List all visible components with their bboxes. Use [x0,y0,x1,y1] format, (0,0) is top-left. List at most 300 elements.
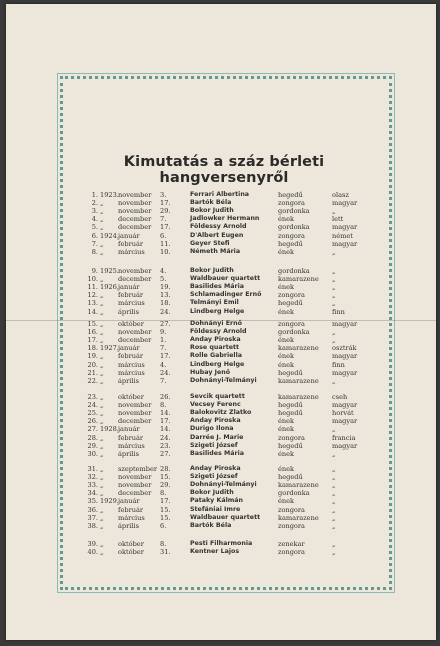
concert-month: november [118,473,152,482]
concert-year: „ [100,489,104,498]
concert-row [6,320,406,328]
concert-month: november [118,267,152,275]
concert-month: december [118,275,152,284]
concert-num: 12. [87,291,98,300]
concert-month: november [118,191,152,199]
concert-row [6,417,406,425]
concert-row [6,328,406,336]
concert-num: 6. [91,231,98,240]
concert-nat: „ [332,521,336,530]
concert-inst: kamarazene [278,393,319,401]
concert-month: március [118,247,145,256]
concert-year: „ [100,473,104,482]
concert-num: 16. [87,328,98,337]
concert-month: április [118,376,140,385]
concert-name: Waldbauer quartett [190,513,261,521]
concert-nat: lett [332,215,344,224]
concert-name: Földessy Arnold [190,223,247,231]
concert-nat: „ [332,425,336,434]
concert-name: Sevcik quartett [190,393,245,400]
concert-num: 18. [87,344,98,353]
concert-name: Dohnányi-Telmányi [190,376,257,384]
concert-name: Telmányi Emil [190,299,239,307]
concert-year: „ [100,275,104,284]
concert-inst: ének [278,425,295,434]
concert-num: 38. [87,521,98,530]
concert-num: 32. [87,473,98,482]
concert-name: Pataky Kálmán [190,497,244,505]
concert-year: „ [100,239,104,248]
concert-nat: „ [332,291,336,300]
concert-name: Basilides Mária [190,449,245,457]
concert-month: március [118,299,145,308]
concert-year: „ [100,360,104,369]
concert-name: Anday Piroska [190,417,241,425]
concert-inst: kamarazene [278,513,319,522]
concert-nat: magyar [332,239,358,248]
concert-name: Schlamadinger Ernő [190,291,262,299]
concert-month: március [118,513,145,522]
concert-nat: cseh [332,393,348,401]
concert-inst: ének [278,352,295,361]
concert-num: 20. [87,360,98,369]
concert-day: 8. [160,540,167,548]
concert-row [6,393,406,401]
concert-day: 11. [160,239,171,248]
concert-num: 36. [87,505,98,514]
concert-year: „ [100,352,104,361]
concert-day: 17. [160,352,171,361]
concert-inst: ének [278,215,295,224]
concert-inst: zongora [278,199,305,208]
concert-day: 15. [160,513,171,522]
concert-row [6,215,406,223]
concert-row [6,506,406,514]
concert-inst: gordonka [278,489,310,498]
concert-num: 17. [87,336,98,345]
concert-num: 35. [87,497,98,506]
concert-name: Jadlowker Hermann [190,215,260,223]
concert-nat: magyar [332,417,358,426]
concert-inst: ének [278,336,295,345]
concert-nat: magyar [332,401,358,410]
concert-name: D'Albert Eugen [190,231,244,239]
concert-nat: „ [332,283,336,292]
concert-name: Földessy Arnold [190,328,247,336]
concert-inst: gordonka [278,328,310,337]
concert-year: „ [100,336,104,345]
concert-row [6,409,406,417]
concert-day: 15. [160,505,171,514]
concert-name: Waldbauer quartett [190,275,261,283]
concert-name: Anday Piroska [190,336,241,344]
concert-inst: ének [278,307,295,316]
concert-nat: magyar [332,320,358,328]
concert-nat: osztrák [332,344,357,353]
concert-row [6,352,406,360]
concert-name: Durigo Ilona [190,425,234,433]
concert-row [6,267,406,275]
concert-nat: „ [332,247,336,256]
concert-month: február [118,352,144,361]
concert-month: november [118,409,152,418]
concert-inst: hegedű [278,409,303,418]
concert-row [6,240,406,248]
concert-num: 5. [91,223,98,232]
concert-row [6,199,406,207]
concert-year: 1927. [100,344,119,353]
concert-num: 21. [87,368,98,377]
concert-row [6,275,406,283]
concert-year: „ [100,441,104,450]
concert-row [6,434,406,442]
concert-nat: „ [332,465,336,473]
concert-num: 40. [87,548,98,557]
concert-day: 3. [160,191,167,199]
concert-nat: „ [332,299,336,308]
concert-day: 31. [160,548,171,557]
concert-num: 11. [87,283,98,292]
concert-day: 18. [160,299,171,308]
concert-month: április [118,307,140,316]
concert-row [6,223,406,231]
concert-month: december [118,417,152,426]
concert-num: 23. [87,393,98,401]
concert-inst: hegedű [278,299,303,308]
concert-day: 4. [160,360,167,369]
concert-day: 15. [160,473,171,482]
concert-name: Bokor Judith [190,267,234,274]
concert-num: 30. [87,449,98,458]
concert-nat: magyar [332,223,358,232]
concert-row [6,308,406,316]
concert-nat: olasz [332,191,349,199]
concert-month: március [118,441,145,450]
concert-nat: „ [332,481,336,490]
concert-year: 1924. [100,231,119,240]
concert-name: Geyer Stefi [190,239,230,247]
concert-day: 7. [160,344,167,353]
concert-inst: hegedű [278,473,303,482]
concert-day: 23. [160,441,171,450]
concert-nat: „ [332,540,336,548]
concert-month: február [118,433,144,442]
concert-nat: magyar [332,368,358,377]
concert-name: Hubay Jenő [190,368,231,376]
concert-inst: kamarazene [278,344,319,353]
concert-month: december [118,215,152,224]
concert-month: november [118,207,152,216]
concert-num: 3. [91,207,98,216]
concert-row [6,442,406,450]
concert-name: Darrée J. Marie [190,433,244,441]
concert-month: január [118,283,140,292]
concert-month: december [118,223,152,232]
concert-num: 24. [87,401,98,410]
concert-row [6,425,406,433]
concert-year: „ [100,291,104,300]
concert-name: Pesti Filharmonia [190,540,253,547]
concert-nat: „ [332,207,336,216]
concert-month: január [118,425,140,434]
concert-year: „ [100,513,104,522]
concert-name: Lindberg Helge [190,360,245,368]
concert-nat: német [332,231,353,240]
concert-day: 13. [160,291,171,300]
program-sheet [6,4,436,640]
concert-name: Bokor Judith [190,207,234,215]
concert-day: 17. [160,223,171,232]
concert-row [6,283,406,291]
concert-row [6,299,406,307]
concert-num: 9. [91,267,98,275]
concert-row [6,344,406,352]
concert-nat: „ [332,513,336,522]
concert-row [6,361,406,369]
concert-row [6,548,406,556]
concert-year: „ [100,481,104,490]
concert-nat: „ [332,548,336,557]
concert-year: „ [100,433,104,442]
concert-nat: „ [332,275,336,284]
concert-month: február [118,505,144,514]
concert-inst: zongora [278,521,305,530]
concert-day: 8. [160,489,167,498]
concert-day: 27. [160,449,171,458]
concert-day: 28. [160,465,171,473]
concert-inst: zongora [278,320,305,328]
concert-inst: hegedű [278,191,303,199]
concert-num: 26. [87,417,98,426]
concert-year: „ [100,393,104,401]
concert-year: 1929. [100,497,119,506]
concert-month: március [118,360,145,369]
concert-inst: gordonka [278,223,310,232]
concert-day: 6. [160,231,167,240]
concert-day: 29. [160,207,171,216]
concert-num: 4. [91,215,98,224]
concert-month: január [118,497,140,506]
concert-month: február [118,239,144,248]
concert-month: november [118,481,152,490]
concert-nat: magyar [332,441,358,450]
concert-inst: zongora [278,548,305,557]
concert-row [6,369,406,377]
concert-day: 26. [160,393,171,401]
concert-month: január [118,344,140,353]
concert-year: „ [100,540,104,548]
concert-num: 31. [87,465,98,473]
concert-day: 7. [160,376,167,385]
concert-num: 33. [87,481,98,490]
concert-month: január [118,231,140,240]
concert-month: december [118,489,152,498]
concert-year: „ [100,548,104,557]
concert-row [6,232,406,240]
concert-month: szeptember [118,465,158,473]
concert-inst: zenekar [278,540,305,548]
concert-num: 25. [87,409,98,418]
concert-year: 1928. [100,425,119,434]
concert-name: Rose quartett [190,344,240,352]
concert-day: 29. [160,481,171,490]
concert-name: Szigeti József [190,473,238,481]
concert-num: 13. [87,299,98,308]
concert-num: 14. [87,307,98,316]
concert-year: „ [100,223,104,232]
concert-name: Dohnányi-Telmányi [190,481,257,489]
concert-year: „ [100,505,104,514]
concert-name: Rolle Gabriella [190,352,242,360]
concert-row [6,481,406,489]
concert-day: 9. [160,328,167,337]
concert-year: „ [100,199,104,208]
concert-inst: gordonka [278,267,310,275]
concert-nat: „ [332,489,336,498]
concert-nat: „ [332,376,336,385]
concert-year: „ [100,401,104,410]
concert-year: „ [100,368,104,377]
concert-day: 27. [160,320,171,328]
concert-inst: hegedű [278,368,303,377]
concert-nat: „ [332,267,336,275]
concert-inst: ének [278,247,295,256]
concert-nat: magyar [332,352,358,361]
concert-nat: „ [332,497,336,506]
concert-nat: finn [332,307,345,316]
concert-year: „ [100,328,104,337]
concert-name: Stefániai Imre [190,505,241,513]
concert-year: „ [100,299,104,308]
concert-inst: zongora [278,433,305,442]
concert-num: 10. [87,275,98,284]
concert-day: 4. [160,267,167,275]
concert-row [6,248,406,256]
concert-nat: „ [332,473,336,482]
concert-day: 7. [160,215,167,224]
concert-month: március [118,368,145,377]
page-title: Kimutatás a száz bérleti hangversenyről [123,154,325,186]
concert-year: „ [100,465,104,473]
concert-num: 34. [87,489,98,498]
concert-day: 17. [160,199,171,208]
concert-month: február [118,291,144,300]
concert-year: „ [100,409,104,418]
concert-year: 1926. [100,283,119,292]
concert-inst: ének [278,497,295,506]
concert-inst: kamarazene [278,275,319,284]
concert-name: Németh Mária [190,247,241,255]
concert-name: Bartók Béla [190,199,232,207]
concert-inst: gordonka [278,207,310,216]
concert-row [6,497,406,505]
concert-row [6,522,406,530]
concert-year: „ [100,215,104,224]
concert-name: Anday Piroska [190,465,241,472]
concert-day: 17. [160,417,171,426]
concert-month: október [118,320,144,328]
concert-year: „ [100,376,104,385]
concert-year: „ [100,449,104,458]
concert-inst: kamarazene [278,481,319,490]
concert-inst: zongora [278,291,305,300]
concert-month: április [118,521,140,530]
concert-inst: hegedű [278,239,303,248]
concert-month: október [118,540,144,548]
concert-row [6,473,406,481]
concert-year: „ [100,307,104,316]
concert-row [6,465,406,473]
concert-row [6,450,406,458]
concert-day: 6. [160,521,167,530]
concert-month: november [118,401,152,410]
concert-day: 14. [160,425,171,434]
concert-name: Dohnányi Ernő [190,320,242,327]
concert-year: „ [100,320,104,328]
concert-year: „ [100,207,104,216]
concert-year: 1925. [100,267,119,275]
concert-name: Lindberg Helge [190,307,245,315]
concert-name: Szigeti József [190,441,238,449]
concert-month: október [118,393,144,401]
concert-row [6,207,406,215]
concert-day: 24. [160,433,171,442]
concert-row [6,377,406,385]
concert-name: Vecsey Ferenc [190,401,241,409]
concert-num: 2. [91,199,98,208]
concert-day: 8. [160,401,167,410]
concert-month: november [118,328,152,337]
concert-num: 37. [87,513,98,522]
concert-num: 8. [91,247,98,256]
concert-name: Basilides Mária [190,283,245,291]
concert-row [6,336,406,344]
concert-num: 7. [91,239,98,248]
concert-nat: „ [332,328,336,337]
concert-nat: horvát [332,409,354,418]
concert-row [6,540,406,548]
concert-nat: „ [332,449,336,458]
concert-num: 29. [87,441,98,450]
concert-day: 19. [160,283,171,292]
concert-nat: magyar [332,199,358,208]
concert-num: 1. [91,191,98,199]
concert-name: Bokor Judith [190,489,234,497]
concert-day: 1. [160,336,167,345]
concert-day: 5. [160,275,167,284]
concert-year: „ [100,417,104,426]
concert-num: 15. [87,320,98,328]
concert-name: Balokovitz Zlatko [190,409,252,417]
concert-month: október [118,548,144,557]
concert-num: 19. [87,352,98,361]
concert-month: november [118,199,152,208]
concert-month: április [118,449,140,458]
concert-inst: kamarazene [278,376,319,385]
concert-nat: finn [332,360,345,369]
concert-year: 1923. [100,191,119,199]
concert-num: 39. [87,540,98,548]
concert-inst: ének [278,449,295,458]
concert-inst: zongora [278,505,305,514]
concert-name: Kentner Lajos [190,548,240,556]
concert-num: 27. [87,425,98,434]
concert-inst: hegedű [278,401,303,410]
concert-inst: zongora [278,231,305,240]
concert-nat: francia [332,433,356,442]
concert-day: 24. [160,307,171,316]
concert-inst: ének [278,417,295,426]
